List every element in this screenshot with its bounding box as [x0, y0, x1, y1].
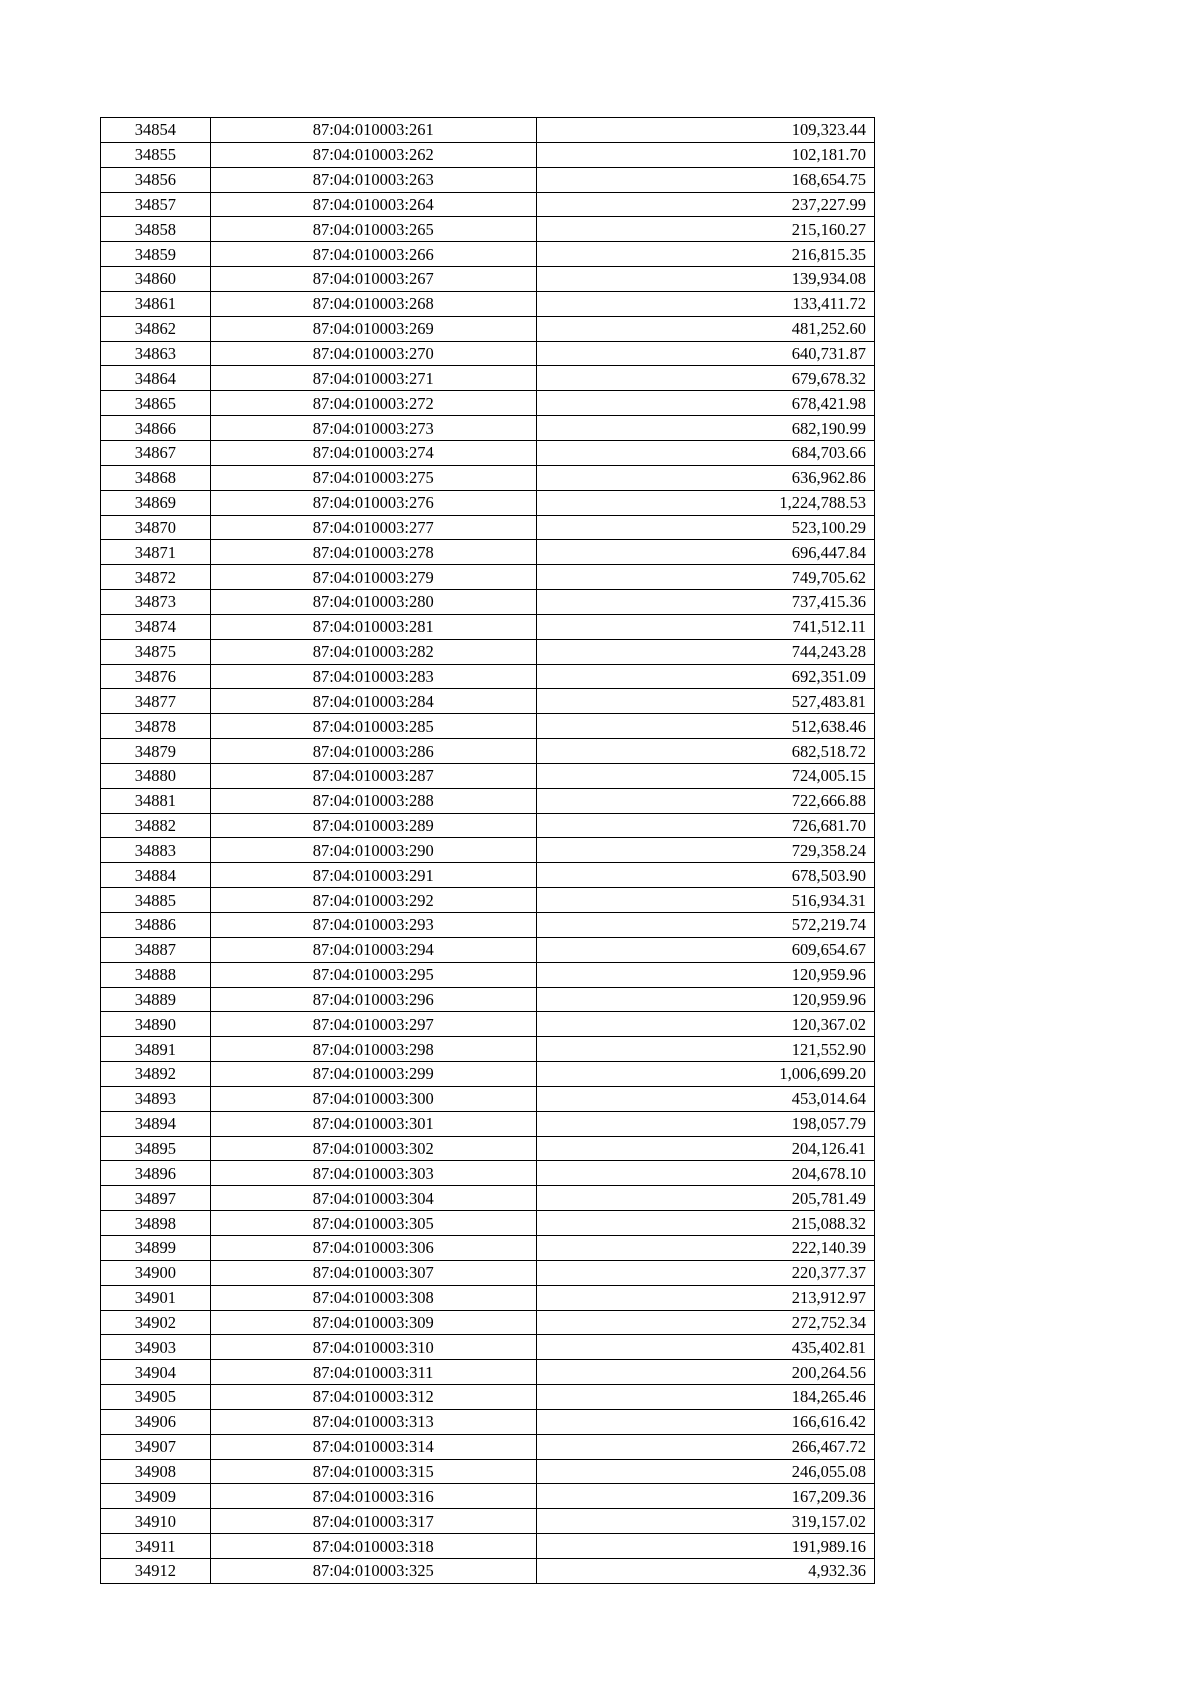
cadastral-number-cell: 87:04:010003:268 [210, 291, 536, 316]
value-cell: 527,483.81 [536, 689, 874, 714]
row-number-cell: 34892 [101, 1062, 211, 1087]
cadastral-number-cell: 87:04:010003:270 [210, 341, 536, 366]
table-row [101, 1459, 875, 1484]
value-cell: 512,638.46 [536, 714, 874, 739]
row-number-cell: 34863 [101, 341, 211, 366]
table-row [101, 788, 875, 813]
row-number-cell: 34871 [101, 540, 211, 565]
value-cell: 453,014.64 [536, 1086, 874, 1111]
table-row [101, 1012, 875, 1037]
row-number-cell: 34878 [101, 714, 211, 739]
row-number-cell: 34904 [101, 1360, 211, 1385]
cadastral-number-cell: 87:04:010003:293 [210, 913, 536, 938]
cadastral-number-cell: 87:04:010003:291 [210, 863, 536, 888]
row-number-cell: 34900 [101, 1260, 211, 1285]
row-number-cell: 34884 [101, 863, 211, 888]
row-number-cell: 34868 [101, 465, 211, 490]
table-body [101, 118, 875, 1584]
row-number-cell: 34873 [101, 590, 211, 615]
cadastral-number-cell: 87:04:010003:265 [210, 217, 536, 242]
cadastral-number-cell: 87:04:010003:314 [210, 1434, 536, 1459]
table-row [101, 1086, 875, 1111]
cadastral-number-cell: 87:04:010003:263 [210, 167, 536, 192]
value-cell: 523,100.29 [536, 515, 874, 540]
value-cell: 678,503.90 [536, 863, 874, 888]
cadastral-number-cell: 87:04:010003:285 [210, 714, 536, 739]
row-number-cell: 34881 [101, 788, 211, 813]
table-row [101, 515, 875, 540]
value-cell: 682,190.99 [536, 416, 874, 441]
row-number-cell: 34898 [101, 1211, 211, 1236]
row-number-cell: 34864 [101, 366, 211, 391]
row-number-cell: 34888 [101, 962, 211, 987]
row-number-cell: 34879 [101, 739, 211, 764]
cadastral-number-cell: 87:04:010003:301 [210, 1111, 536, 1136]
table-row [101, 291, 875, 316]
value-cell: 102,181.70 [536, 142, 874, 167]
value-cell: 215,088.32 [536, 1211, 874, 1236]
cadastral-number-cell: 87:04:010003:281 [210, 614, 536, 639]
row-number-cell: 34860 [101, 267, 211, 292]
row-number-cell: 34877 [101, 689, 211, 714]
value-cell: 204,126.41 [536, 1136, 874, 1161]
cadastral-number-cell: 87:04:010003:309 [210, 1310, 536, 1335]
value-cell: 678,421.98 [536, 391, 874, 416]
table-row [101, 490, 875, 515]
value-cell: 237,227.99 [536, 192, 874, 217]
value-cell: 1,006,699.20 [536, 1062, 874, 1087]
value-cell: 133,411.72 [536, 291, 874, 316]
table-row [101, 1111, 875, 1136]
cadastral-number-cell: 87:04:010003:317 [210, 1509, 536, 1534]
table-row [101, 416, 875, 441]
row-number-cell: 34899 [101, 1235, 211, 1260]
cadastral-number-cell: 87:04:010003:308 [210, 1285, 536, 1310]
table-row [101, 242, 875, 267]
value-cell: 205,781.49 [536, 1186, 874, 1211]
row-number-cell: 34896 [101, 1161, 211, 1186]
value-cell: 120,367.02 [536, 1012, 874, 1037]
table-row [101, 267, 875, 292]
cadastral-number-cell: 87:04:010003:272 [210, 391, 536, 416]
cadastral-number-cell: 87:04:010003:283 [210, 664, 536, 689]
cadastral-number-cell: 87:04:010003:267 [210, 267, 536, 292]
value-cell: 741,512.11 [536, 614, 874, 639]
value-cell: 121,552.90 [536, 1037, 874, 1062]
row-number-cell: 34894 [101, 1111, 211, 1136]
value-cell: 737,415.36 [536, 590, 874, 615]
row-number-cell: 34855 [101, 142, 211, 167]
row-number-cell: 34905 [101, 1385, 211, 1410]
value-cell: 636,962.86 [536, 465, 874, 490]
value-cell: 120,959.96 [536, 987, 874, 1012]
row-number-cell: 34908 [101, 1459, 211, 1484]
table-row [101, 1335, 875, 1360]
cadastral-number-cell: 87:04:010003:298 [210, 1037, 536, 1062]
value-cell: 516,934.31 [536, 888, 874, 913]
row-number-cell: 34866 [101, 416, 211, 441]
row-number-cell: 34891 [101, 1037, 211, 1062]
value-cell: 679,678.32 [536, 366, 874, 391]
cadastral-number-cell: 87:04:010003:288 [210, 788, 536, 813]
table-row [101, 1037, 875, 1062]
cadastral-number-cell: 87:04:010003:300 [210, 1086, 536, 1111]
row-number-cell: 34887 [101, 937, 211, 962]
cadastral-number-cell: 87:04:010003:316 [210, 1484, 536, 1509]
cadastral-number-cell: 87:04:010003:264 [210, 192, 536, 217]
row-number-cell: 34912 [101, 1558, 211, 1583]
cadastral-number-cell: 87:04:010003:311 [210, 1360, 536, 1385]
table-row [101, 1484, 875, 1509]
value-cell: 640,731.87 [536, 341, 874, 366]
row-number-cell: 34857 [101, 192, 211, 217]
cadastral-number-cell: 87:04:010003:297 [210, 1012, 536, 1037]
cadastral-number-cell: 87:04:010003:284 [210, 689, 536, 714]
table-row [101, 1509, 875, 1534]
cadastral-number-cell: 87:04:010003:302 [210, 1136, 536, 1161]
table-row [101, 763, 875, 788]
table-row [101, 962, 875, 987]
cadastral-number-cell: 87:04:010003:286 [210, 739, 536, 764]
table-row [101, 838, 875, 863]
cadastral-number-cell: 87:04:010003:276 [210, 490, 536, 515]
table-row [101, 913, 875, 938]
value-cell: 204,678.10 [536, 1161, 874, 1186]
value-cell: 191,989.16 [536, 1534, 874, 1559]
row-number-cell: 34882 [101, 813, 211, 838]
value-cell: 200,264.56 [536, 1360, 874, 1385]
row-number-cell: 34859 [101, 242, 211, 267]
table-row [101, 937, 875, 962]
row-number-cell: 34885 [101, 888, 211, 913]
row-number-cell: 34907 [101, 1434, 211, 1459]
value-cell: 266,467.72 [536, 1434, 874, 1459]
row-number-cell: 34876 [101, 664, 211, 689]
table-row [101, 217, 875, 242]
cadastral-number-cell: 87:04:010003:295 [210, 962, 536, 987]
value-cell: 682,518.72 [536, 739, 874, 764]
row-number-cell: 34911 [101, 1534, 211, 1559]
table-row [101, 1534, 875, 1559]
row-number-cell: 34909 [101, 1484, 211, 1509]
value-cell: 213,912.97 [536, 1285, 874, 1310]
row-number-cell: 34902 [101, 1310, 211, 1335]
row-number-cell: 34869 [101, 490, 211, 515]
value-cell: 220,377.37 [536, 1260, 874, 1285]
table-row [101, 739, 875, 764]
cadastral-number-cell: 87:04:010003:273 [210, 416, 536, 441]
value-cell: 684,703.66 [536, 440, 874, 465]
row-number-cell: 34874 [101, 614, 211, 639]
value-cell: 168,654.75 [536, 167, 874, 192]
table-row [101, 863, 875, 888]
cadastral-number-cell: 87:04:010003:275 [210, 465, 536, 490]
table-row [101, 639, 875, 664]
value-cell: 184,265.46 [536, 1385, 874, 1410]
row-number-cell: 34880 [101, 763, 211, 788]
cadastral-number-cell: 87:04:010003:271 [210, 366, 536, 391]
row-number-cell: 34903 [101, 1335, 211, 1360]
table-row [101, 540, 875, 565]
cadastral-number-cell: 87:04:010003:303 [210, 1161, 536, 1186]
cadastral-number-cell: 87:04:010003:294 [210, 937, 536, 962]
row-number-cell: 34890 [101, 1012, 211, 1037]
value-cell: 4,932.36 [536, 1558, 874, 1583]
value-cell: 216,815.35 [536, 242, 874, 267]
row-number-cell: 34910 [101, 1509, 211, 1534]
row-number-cell: 34870 [101, 515, 211, 540]
value-cell: 109,323.44 [536, 118, 874, 143]
table-row [101, 167, 875, 192]
cadastral-number-cell: 87:04:010003:312 [210, 1385, 536, 1410]
row-number-cell: 34861 [101, 291, 211, 316]
table-row [101, 465, 875, 490]
table-row [101, 1434, 875, 1459]
table-row [101, 664, 875, 689]
table-row [101, 1161, 875, 1186]
cadastral-number-cell: 87:04:010003:290 [210, 838, 536, 863]
row-number-cell: 34862 [101, 316, 211, 341]
cadastral-number-cell: 87:04:010003:282 [210, 639, 536, 664]
cadastral-number-cell: 87:04:010003:315 [210, 1459, 536, 1484]
value-cell: 726,681.70 [536, 813, 874, 838]
value-cell: 481,252.60 [536, 316, 874, 341]
row-number-cell: 34865 [101, 391, 211, 416]
row-number-cell: 34893 [101, 1086, 211, 1111]
row-number-cell: 34856 [101, 167, 211, 192]
value-cell: 167,209.36 [536, 1484, 874, 1509]
value-cell: 724,005.15 [536, 763, 874, 788]
value-cell: 1,224,788.53 [536, 490, 874, 515]
cadastral-number-cell: 87:04:010003:318 [210, 1534, 536, 1559]
row-number-cell: 34854 [101, 118, 211, 143]
table-row [101, 440, 875, 465]
table-row [101, 1235, 875, 1260]
table-row [101, 813, 875, 838]
row-number-cell: 34872 [101, 565, 211, 590]
value-cell: 215,160.27 [536, 217, 874, 242]
row-number-cell: 34867 [101, 440, 211, 465]
table-row [101, 1260, 875, 1285]
cadastral-number-cell: 87:04:010003:274 [210, 440, 536, 465]
table-row [101, 987, 875, 1012]
value-cell: 198,057.79 [536, 1111, 874, 1136]
table-row [101, 1285, 875, 1310]
table-row [101, 1385, 875, 1410]
value-cell: 166,616.42 [536, 1409, 874, 1434]
cadastral-number-cell: 87:04:010003:304 [210, 1186, 536, 1211]
value-cell: 692,351.09 [536, 664, 874, 689]
table-row [101, 590, 875, 615]
cadastral-number-cell: 87:04:010003:299 [210, 1062, 536, 1087]
table-row [101, 1136, 875, 1161]
cadastral-number-cell: 87:04:010003:277 [210, 515, 536, 540]
cadastral-number-cell: 87:04:010003:289 [210, 813, 536, 838]
table-row [101, 316, 875, 341]
value-cell: 722,666.88 [536, 788, 874, 813]
cadastral-number-cell: 87:04:010003:296 [210, 987, 536, 1012]
cadastral-number-cell: 87:04:010003:306 [210, 1235, 536, 1260]
cadastral-number-cell: 87:04:010003:261 [210, 118, 536, 143]
table-row [101, 366, 875, 391]
value-cell: 222,140.39 [536, 1235, 874, 1260]
table-row [101, 1558, 875, 1583]
value-cell: 609,654.67 [536, 937, 874, 962]
cadastral-number-cell: 87:04:010003:305 [210, 1211, 536, 1236]
value-cell: 729,358.24 [536, 838, 874, 863]
row-number-cell: 34889 [101, 987, 211, 1012]
table-row [101, 1211, 875, 1236]
table-row [101, 118, 875, 143]
table-row [101, 142, 875, 167]
row-number-cell: 34901 [101, 1285, 211, 1310]
value-cell: 744,243.28 [536, 639, 874, 664]
value-cell: 435,402.81 [536, 1335, 874, 1360]
cadastral-number-cell: 87:04:010003:310 [210, 1335, 536, 1360]
cadastral-number-cell: 87:04:010003:307 [210, 1260, 536, 1285]
row-number-cell: 34897 [101, 1186, 211, 1211]
row-number-cell: 34895 [101, 1136, 211, 1161]
value-cell: 139,934.08 [536, 267, 874, 292]
table-row [101, 714, 875, 739]
row-number-cell: 34883 [101, 838, 211, 863]
value-cell: 272,752.34 [536, 1310, 874, 1335]
value-cell: 246,055.08 [536, 1459, 874, 1484]
value-cell: 120,959.96 [536, 962, 874, 987]
table-row [101, 1062, 875, 1087]
table-row [101, 391, 875, 416]
table-row [101, 888, 875, 913]
row-number-cell: 34886 [101, 913, 211, 938]
table-row [101, 341, 875, 366]
cadastral-number-cell: 87:04:010003:287 [210, 763, 536, 788]
table-row [101, 1409, 875, 1434]
cadastral-number-cell: 87:04:010003:269 [210, 316, 536, 341]
row-number-cell: 34906 [101, 1409, 211, 1434]
cadastral-number-cell: 87:04:010003:292 [210, 888, 536, 913]
cadastral-number-cell: 87:04:010003:280 [210, 590, 536, 615]
table-row [101, 192, 875, 217]
cadastral-number-cell: 87:04:010003:325 [210, 1558, 536, 1583]
row-number-cell: 34858 [101, 217, 211, 242]
cadastral-value-table [100, 117, 875, 1584]
row-number-cell: 34875 [101, 639, 211, 664]
value-cell: 319,157.02 [536, 1509, 874, 1534]
table-row [101, 614, 875, 639]
table-row [101, 565, 875, 590]
cadastral-number-cell: 87:04:010003:279 [210, 565, 536, 590]
table-row [101, 1360, 875, 1385]
value-cell: 696,447.84 [536, 540, 874, 565]
value-cell: 572,219.74 [536, 913, 874, 938]
table-row [101, 1310, 875, 1335]
cadastral-number-cell: 87:04:010003:266 [210, 242, 536, 267]
cadastral-number-cell: 87:04:010003:262 [210, 142, 536, 167]
value-cell: 749,705.62 [536, 565, 874, 590]
cadastral-number-cell: 87:04:010003:278 [210, 540, 536, 565]
table-row [101, 1186, 875, 1211]
cadastral-number-cell: 87:04:010003:313 [210, 1409, 536, 1434]
table-row [101, 689, 875, 714]
